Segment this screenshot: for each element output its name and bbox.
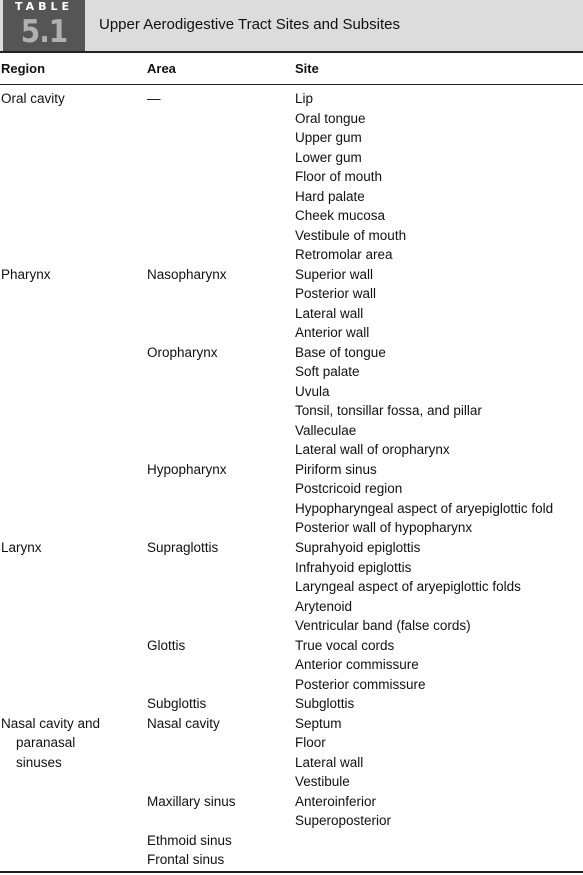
column-header-region: Region [1, 61, 46, 76]
region-cell: Nasal cavity and [1, 715, 101, 731]
site-cell: Posterior wall of hypopharynx [295, 520, 473, 536]
site-cell: Infrahyoid epiglottis [295, 559, 412, 575]
site-cell: Lateral wall of oropharynx [295, 442, 450, 458]
area-cell: Maxillary sinus [147, 793, 236, 809]
area-cell: Frontal sinus [147, 852, 225, 868]
badge-number: 5.1 [20, 14, 68, 50]
site-cell: Cheek mucosa [295, 208, 386, 224]
column-header-area: Area [147, 61, 176, 76]
bottom-rule [0, 871, 583, 873]
site-cell: Laryngeal aspect of aryepiglottic folds [295, 579, 521, 594]
site-cell: Lateral wall [295, 754, 364, 770]
site-cell: Uvula [295, 383, 330, 399]
area-cell: Ethmoid sinus [147, 832, 232, 848]
site-cell: Superoposterior [295, 813, 392, 829]
column-header-site: Site [295, 61, 319, 76]
site-cell: Valleculae [295, 422, 357, 438]
site-cell: Arytenoid [295, 598, 353, 614]
site-cell: Oral tongue [295, 110, 366, 126]
site-cell: Subglottis [295, 696, 355, 712]
site-cell: Hypopharyngeal aspect of aryepiglottic fold [295, 500, 554, 516]
header-rule [0, 51, 583, 53]
area-cell: Supraglottis [147, 540, 219, 555]
area-cell: Oropharynx [147, 344, 218, 360]
site-cell: Suprahyoid epiglottis [295, 540, 421, 555]
site-cell: Retromolar area [295, 247, 393, 263]
table-number-badge [3, 0, 85, 51]
region-cell: paranasal [16, 735, 76, 751]
area-cell: — [147, 91, 161, 106]
area-cell: Nasopharynx [147, 266, 227, 282]
site-cell: Tonsil, tonsillar fossa, and pillar [295, 403, 482, 419]
table-title: Upper Aerodigestive Tract Sites and Subsites [99, 16, 400, 33]
site-cell: Piriform sinus [295, 461, 377, 477]
region-cell: Oral cavity [1, 91, 65, 106]
site-cell: Hard palate [295, 188, 365, 204]
site-cell: Anterior commissure [295, 657, 419, 673]
site-cell: Posterior commissure [295, 676, 426, 692]
region-cell: Larynx [1, 540, 42, 555]
area-cell: Hypopharynx [147, 461, 227, 477]
site-cell: Soft palate [295, 364, 360, 380]
site-cell: Postcricoid region [295, 481, 403, 497]
site-cell: Anterior wall [295, 325, 370, 341]
region-cell: Pharynx [1, 266, 51, 282]
site-cell: Posterior wall [295, 286, 377, 302]
site-cell: Ventricular band (false cords) [295, 618, 471, 633]
site-cell: Upper gum [295, 130, 362, 145]
site-cell: Lower gum [295, 149, 362, 165]
site-cell: Anteroinferior [295, 793, 377, 809]
area-cell: Glottis [147, 637, 186, 653]
badge-word: TABLE [14, 0, 74, 13]
area-cell: Nasal cavity [147, 715, 220, 731]
site-cell: Vestibule of mouth [295, 227, 407, 243]
site-cell: Lateral wall [295, 305, 364, 321]
region-cell: sinuses [16, 754, 62, 770]
site-cell: Vestibule [295, 774, 350, 790]
site-cell: Superior wall [295, 266, 374, 282]
site-cell: True vocal cords [295, 637, 395, 653]
site-cell: Floor of mouth [295, 169, 383, 185]
site-cell: Lip [295, 91, 314, 106]
site-cell: Septum [295, 715, 342, 731]
site-cell: Floor [295, 735, 326, 751]
area-cell: Subglottis [147, 696, 207, 712]
site-cell: Base of tongue [295, 344, 386, 360]
column-header-rule [0, 84, 583, 85]
